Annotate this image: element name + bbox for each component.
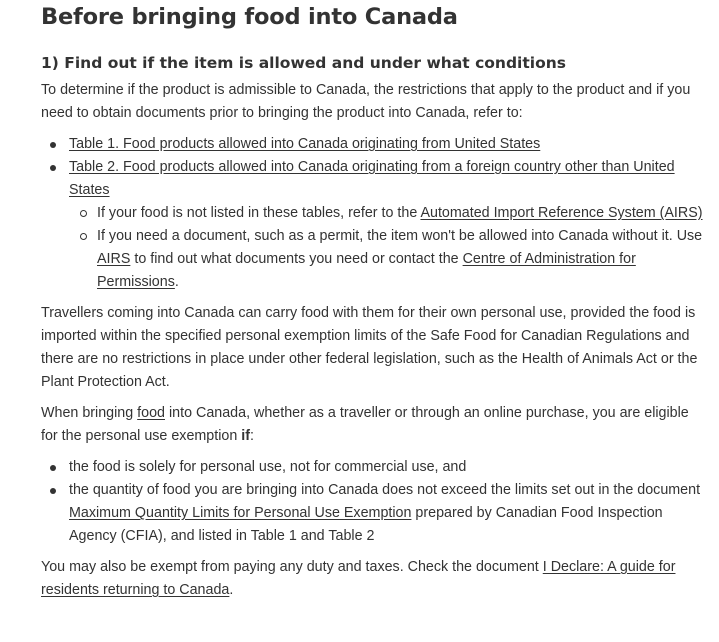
- exemption-paragraph: [41, 402, 703, 448]
- sub-list: [69, 202, 703, 294]
- reference-list: [41, 133, 703, 294]
- list-item-text: prepared by Canadian Food Inspection Agency (CFIA), and listed in Table 1 and Table 2: [69, 505, 663, 544]
- bold-if: if: [241, 428, 251, 444]
- section-heading: 1) Find out if the item is allowed and under what conditions: [41, 54, 566, 72]
- list-item-text: the quantity of food you are bringing into Canada does not exceed the limits set out in the document: [69, 482, 701, 498]
- sub-item-text: .: [174, 274, 179, 290]
- paragraph-text: :: [250, 428, 254, 444]
- list-item: [41, 156, 703, 294]
- list-item: [41, 479, 703, 548]
- sub-list-item: [69, 225, 703, 294]
- food-link[interactable]: food: [137, 405, 165, 421]
- list-item: the food is solely for personal use, not for commercial use, and: [41, 456, 703, 479]
- intro-paragraph: To determine if the product is admissible to Canada, the restrictions that apply to the product and if you need to obtain documents prior to bringing the product into Canada, refer to:: [41, 82, 691, 121]
- sub-list-item: [69, 202, 703, 225]
- list-item: [41, 133, 703, 156]
- page-title: Before bringing food into Canada: [41, 4, 458, 30]
- table2-link[interactable]: Table 2. Food products allowed into Canada originating from a foreign country other than United States: [69, 159, 675, 198]
- paragraph-text: You may also be exempt from paying any duty and taxes. Check the document: [41, 559, 543, 575]
- sub-item-text: If you need a document, such as a permit, the item won't be allowed into Canada without it. Use: [97, 228, 703, 244]
- travellers-paragraph: Travellers coming into Canada can carry food with them for their own personal use, provided the food is imported within the specified personal exemption limits of the Safe Food for Canadian Regulations and there are no restrictions in place under other federal legislation, such as the Health of Animals Act or the Plant Protection Act.: [41, 305, 698, 390]
- paragraph-text: When bringing: [41, 405, 138, 421]
- airs-link[interactable]: AIRS: [97, 251, 131, 267]
- duty-paragraph: [41, 556, 703, 602]
- airs-full-link[interactable]: Automated Import Reference System (AIRS): [420, 205, 703, 221]
- paragraph-text: into Canada, whether as a traveller or through an online purchase, you are eligible for the personal use exemption: [41, 405, 689, 444]
- max-quantity-link[interactable]: Maximum Quantity Limits for Personal Use Exemption: [69, 505, 412, 521]
- sub-item-text: If your food is not listed in these tables, refer to the: [97, 205, 421, 221]
- page-content: [0, 3, 719, 642]
- centre-permissions-link[interactable]: Centre of Administration for Permissions: [97, 251, 636, 290]
- i-declare-link[interactable]: I Declare: A guide for residents returning to Canada: [41, 559, 676, 598]
- sub-item-text: to find out what documents you need or contact the: [130, 251, 463, 267]
- conditions-list: [41, 456, 703, 548]
- table1-link[interactable]: Table 1. Food products allowed into Canada originating from United States: [69, 136, 541, 152]
- paragraph-text: .: [229, 582, 234, 598]
